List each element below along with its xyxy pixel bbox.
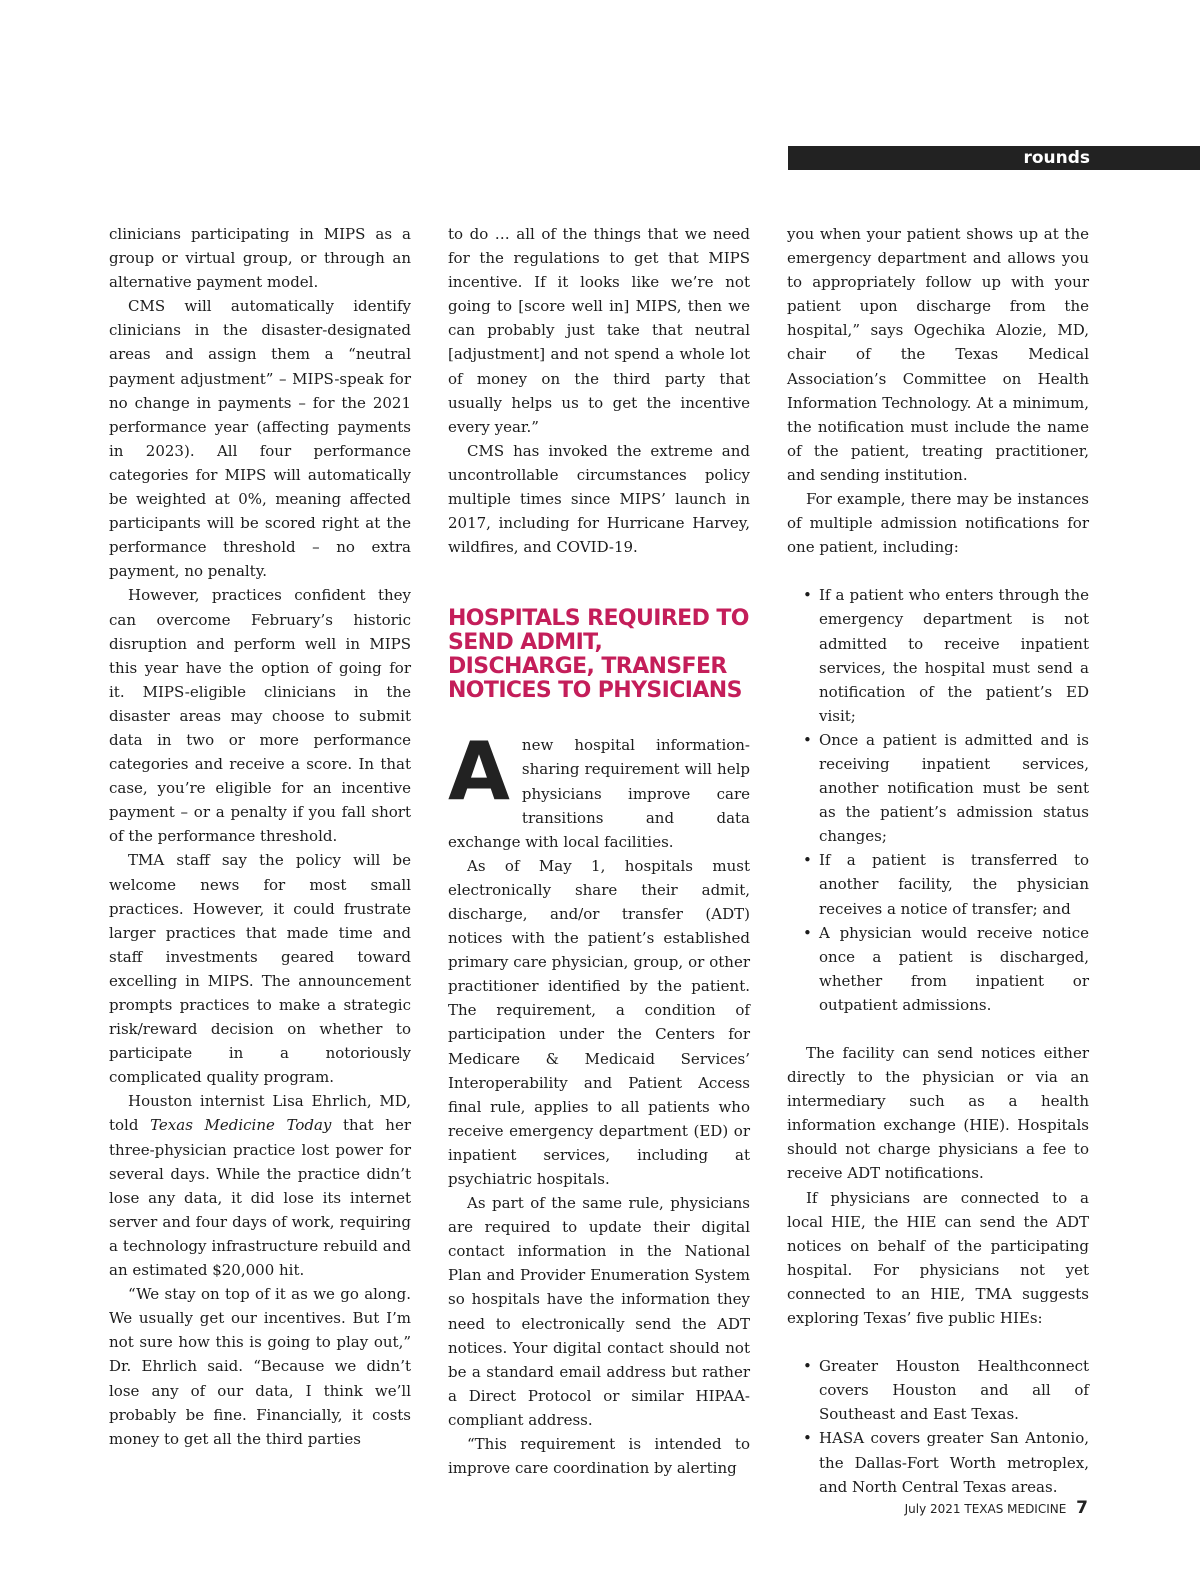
text-run: that her three-physician practice lost power for several days. While the practice didn’t lose any data, it did lose its internet server and four days of work, requiring a technology infrastructure rebuild and an estimated $20,000 hit. xyxy=(109,1116,411,1280)
list-item: • If a patient who enters through the emergency department is not admitted to receive inpatient services, the hospital must send a notification of the patient’s ED visit; xyxy=(787,583,1089,728)
paragraph: to do … all of the things that we need for the regulations to get that MIPS incentive. If it looks like we’re not going to [score well in] MIPS, then we can probably just take that neutral [adjustment] and not spend a whole lot of money on the third party that usually helps us to get the incentive every year.” xyxy=(448,225,750,436)
bullet-list xyxy=(787,583,1089,1017)
list-item: • Once a patient is admitted and is receiving inpatient services, another notification must be sent as the patient’s admission status changes; xyxy=(787,728,1089,848)
lead-paragraph xyxy=(448,725,750,853)
paragraph: “This requirement is intended to improve care coordination by alerting xyxy=(448,1435,750,1478)
issue-line: July 2021 TEXAS MEDICINE xyxy=(904,1502,1067,1516)
paragraph: As part of the same rule, physicians are required to update their digital contact information in the National Plan and Provider Enumeration System so hospitals have the information they need to electronically send the ADT notices. Your digital contact should not be a standard email address but rather a Direct Protocol or similar HIPAA-compliant address. xyxy=(448,1194,750,1429)
article-headline: HOSPITALS REQUIRED TO SEND ADMIT, DISCHARGE, TRANSFER NOTICES TO PHYSICIANS xyxy=(448,606,749,704)
drop-cap: A xyxy=(448,725,510,819)
column-2 xyxy=(448,222,750,1480)
paragraph: For example, there may be instances of multiple admission notifications for one patient, including: xyxy=(787,490,1089,557)
list-item: • HASA covers greater San Antonio, the Dallas-Fort Worth metroplex, and North Central Texas areas. xyxy=(787,1426,1089,1498)
paragraph: CMS has invoked the extreme and uncontrollable circumstances policy multiple times since MIPS’ launch in 2017, including for Hurricane Harvey, wildfires, and COVID-19. xyxy=(448,441,750,557)
list-item: • Greater Houston Healthconnect covers Houston and all of Southeast and East Texas. xyxy=(787,1354,1089,1426)
paragraph: The facility can send notices either directly to the physician or via an intermediary such as a health information exchange (HIE). Hospitals should not charge physicians a fee to receive ADT notifications. xyxy=(787,1044,1089,1183)
list-item: • If a patient is transferred to another facility, the physician receives a notice of transfer; and xyxy=(787,848,1089,920)
section-header-bar xyxy=(788,146,1200,170)
paragraph: you when your patient shows up at the emergency department and allows you to appropriately follow up with your patient upon discharge from the hospital,” says Ogechika Alozie, MD, chair of the Texas Medical Association’s Committee on Health Information Technology. At a minimum, the notification must include the name of the patient, treating practitioner, and sending institution. xyxy=(787,225,1089,484)
paragraph xyxy=(109,1089,411,1282)
paragraph: TMA staff say the policy will be welcome news for most small practices. However, it could frustrate larger practices that made time and staff investments geared toward excelling in MIPS. The announcement prompts practices to make a strategic risk/reward decision on whether to participate in a notoriously complicated quality program. xyxy=(109,851,411,1087)
publication-title: Texas Medicine Today xyxy=(150,1116,332,1135)
paragraph: As of May 1, hospitals must electronically share their admit, discharge, and/or transfer (ADT) notices with the patient’s established primary care physician, group, or other practitioner identified by the patient. The requirement, a condition of participation under the Centers for Medicare & Medicaid Services’ Interoperability and Patient Access final rule, applies to all patients who receive emergency department (ED) or inpatient services, including at psychiatric hospitals. xyxy=(448,856,750,1188)
page-number: 7 xyxy=(1076,1498,1088,1518)
paragraph: CMS will automatically identify clinicians in the disaster-designated areas and assign them a “neutral payment adjustment” – MIPS-speak for no change in payments – for the 2021 performance year (affecting payments in 2023). All four performance categories for MIPS will automatically be weighted at 0%, meaning affected participants will be scored right at the performance threshold – no extra payment, no penalty. xyxy=(109,297,411,581)
column-1 xyxy=(109,222,411,1451)
paragraph: However, practices confident they can overcome February’s historic disruption and perform well in MIPS this year have the option of going for it. MIPS-eligible clinicians in the disaster areas may choose to submit data in two or more performance categories and receive a score. In that case, you’re eligible for an incentive payment – or a penalty if you fall short of the performance threshold. xyxy=(109,586,411,846)
paragraph: clinicians participating in MIPS as a group or virtual group, or through an alternative payment model. xyxy=(109,225,411,292)
column-3 xyxy=(787,222,1089,1523)
list-item: • A physician would receive notice once a patient is discharged, whether from inpatient or outpatient admissions. xyxy=(787,921,1089,1017)
paragraph: If physicians are connected to a local HIE, the HIE can send the ADT notices on behalf of the participating hospital. For physicians not yet connected to an HIE, TMA suggests exploring Texas’ five public HIEs: xyxy=(787,1188,1089,1328)
section-label: rounds xyxy=(1023,148,1090,168)
page-footer xyxy=(905,1498,1088,1518)
text-run: new hospital information-sharing requirement will help physicians improve care transitions and data exchange with local facilities. xyxy=(448,736,750,851)
bullet-list xyxy=(787,1354,1089,1499)
text-run: Houston internist Lisa Ehrlich, MD, told xyxy=(109,1092,411,1135)
paragraph: “We stay on top of it as we go along. We usually get our incentives. But I’m not sure how this is going to play out,” Dr. Ehrlich said. “Because we didn’t lose any of our data, I think we’ll probably be fine. Financially, it costs money to get all the third parties xyxy=(109,1285,411,1448)
